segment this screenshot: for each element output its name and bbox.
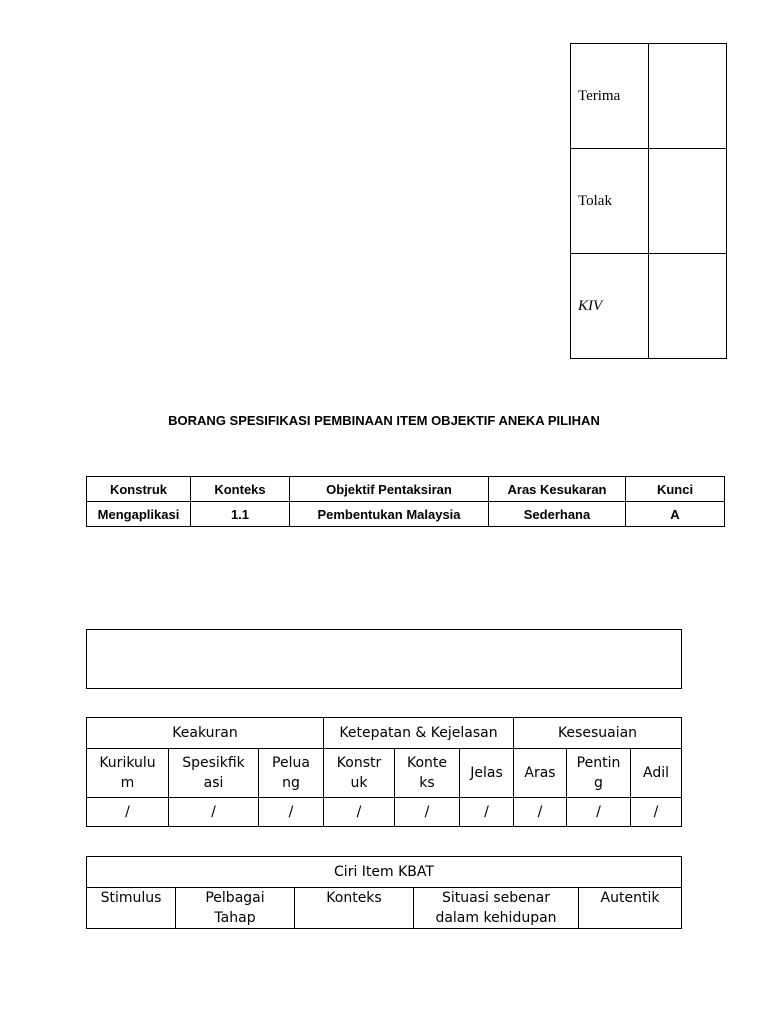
spec-header-row xyxy=(87,477,725,502)
mark-konstruk[interactable]: / xyxy=(324,798,395,827)
spec-value-aras: Sederhana xyxy=(489,502,626,527)
mark-kurikulum[interactable]: / xyxy=(87,798,169,827)
criteria-kurikulum: Kurikulu m xyxy=(87,749,169,798)
status-box xyxy=(570,43,727,359)
criteria-spesifikasi: Spesikfik asi xyxy=(169,749,259,798)
spec-value-konteks: 1.1 xyxy=(191,502,290,527)
mark-konteks[interactable]: / xyxy=(395,798,460,827)
status-terima-label: Terima xyxy=(571,44,649,149)
assessment-criteria-row xyxy=(87,749,682,798)
status-kiv-label: KIV xyxy=(571,254,649,359)
kbat-col-pelbagai-tahap: Pelbagai Tahap xyxy=(176,888,295,929)
criteria-penting: Pentin g xyxy=(567,749,631,798)
mark-penting[interactable]: / xyxy=(567,798,631,827)
kbat-col-stimulus: Stimulus xyxy=(87,888,176,929)
form-title: BORANG SPESIFIKASI PEMBINAAN ITEM OBJEKTIF ANEKA PILIHAN xyxy=(168,413,600,428)
assessment-table xyxy=(86,717,682,827)
kbat-col-autentik: Autentik xyxy=(579,888,682,929)
spec-table xyxy=(86,476,725,527)
status-kiv-checkbox[interactable] xyxy=(648,254,726,359)
criteria-aras: Aras xyxy=(514,749,567,798)
kbat-col-situasi-sebenar: Situasi sebenar dalam kehidupan xyxy=(414,888,579,929)
group-keakuran: Keakuran xyxy=(87,718,324,749)
spec-header-aras: Aras Kesukaran xyxy=(489,477,626,502)
status-tolak-label: Tolak xyxy=(571,149,649,254)
spec-value-objektif: Pembentukan Malaysia xyxy=(290,502,489,527)
kbat-table xyxy=(86,856,682,929)
criteria-peluang: Pelua ng xyxy=(259,749,324,798)
criteria-konstruk: Konstr uk xyxy=(324,749,395,798)
criteria-adil: Adil xyxy=(631,749,682,798)
spec-value-kunci: A xyxy=(626,502,725,527)
group-ketepatan-kejelasan: Ketepatan & Kejelasan xyxy=(324,718,514,749)
mark-spesifikasi[interactable]: / xyxy=(169,798,259,827)
spec-header-konteks: Konteks xyxy=(191,477,290,502)
spec-value-konstruk: Mengaplikasi xyxy=(87,502,191,527)
assessment-group-row xyxy=(87,718,682,749)
kbat-columns-row xyxy=(87,888,682,929)
group-kesesuaian: Kesesuaian xyxy=(514,718,682,749)
mark-peluang[interactable]: / xyxy=(259,798,324,827)
status-terima-checkbox[interactable] xyxy=(648,44,726,149)
status-tolak-checkbox[interactable] xyxy=(648,149,726,254)
criteria-konteks: Konte ks xyxy=(395,749,460,798)
criteria-jelas: Jelas xyxy=(460,749,514,798)
mark-jelas[interactable]: / xyxy=(460,798,514,827)
item-content-box[interactable] xyxy=(86,629,682,689)
spec-header-objektif: Objektif Pentaksiran xyxy=(290,477,489,502)
spec-header-konstruk: Konstruk xyxy=(87,477,191,502)
kbat-title: Ciri Item KBAT xyxy=(87,857,682,888)
spec-header-kunci: Kunci xyxy=(626,477,725,502)
mark-aras[interactable]: / xyxy=(514,798,567,827)
mark-adil[interactable]: / xyxy=(631,798,682,827)
kbat-col-konteks: Konteks xyxy=(295,888,414,929)
kbat-title-row xyxy=(87,857,682,888)
assessment-mark-row xyxy=(87,798,682,827)
spec-value-row xyxy=(87,502,725,527)
